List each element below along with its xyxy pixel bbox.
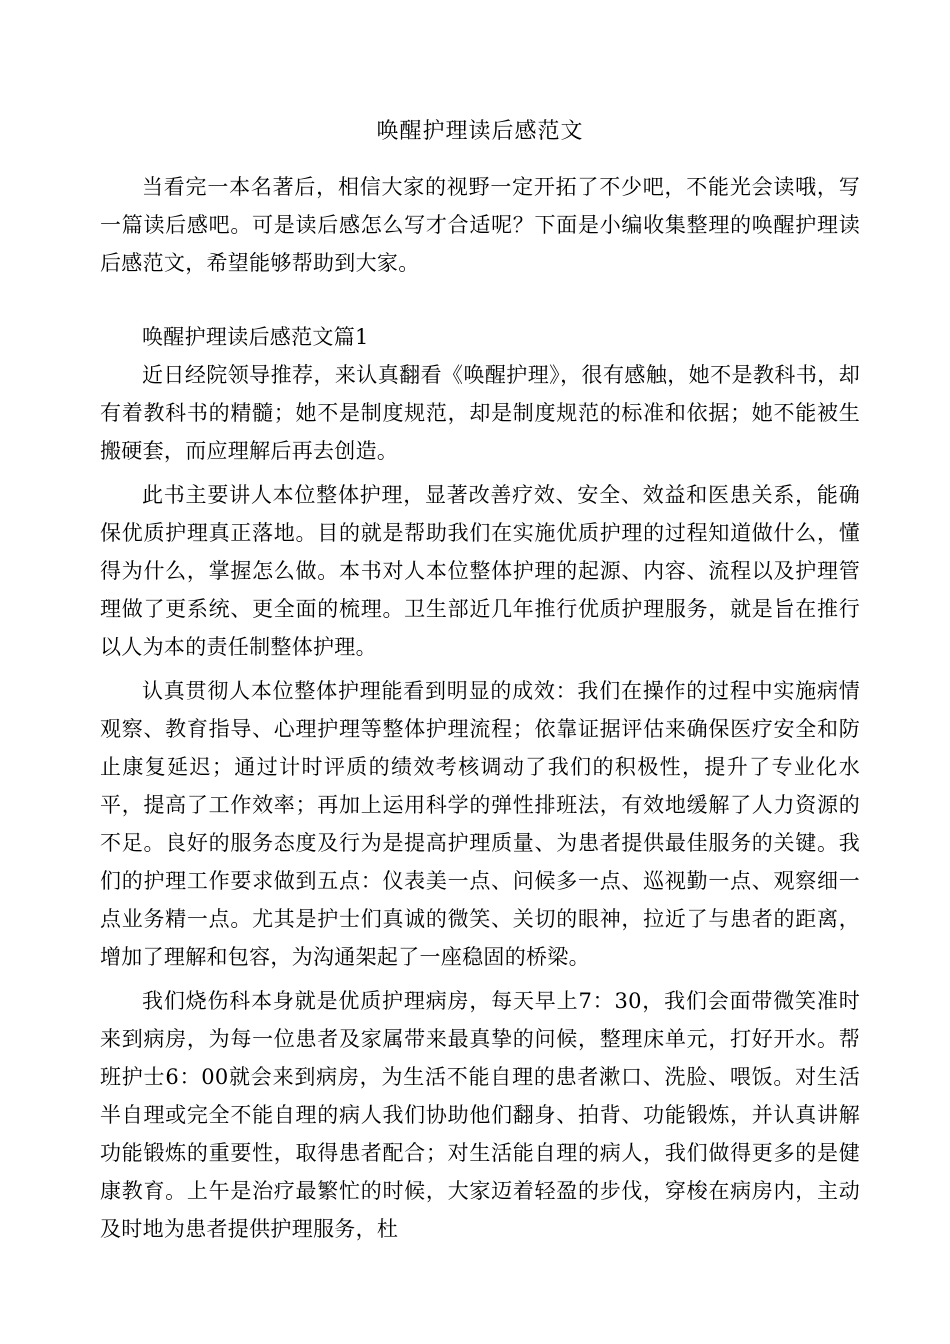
body-paragraph-1: 近日经院领导推荐，来认真翻看《唤醒护理》，很有感触，她不是教科书，却有着教科书的精髓；她不是制度规范，却是制度规范的标准和依据；她不能被生搬硬套，而应理解后再去创造。 — [100, 363, 860, 463]
document-content — [100, 112, 860, 1254]
document-title: 唤醒护理读后感范文 — [376, 119, 584, 144]
body-paragraph-4: 我们烧伤科本身就是优质护理病房，每天早上7：30，我们会面带微笑准时来到病房，为每一位患者及家属带来最真挚的问候，整理床单元，打好开水。帮班护士6：00就会来到病房，为生活不能自理的患者漱口、洗脸、喂饭。对生活半自理或完全不能自理的病人我们协助他们翻身、拍背、功能锻炼，并认真讲解功能锻炼的重要性，取得患者配合；对生活能自理的病人，我们做得更多的是健康教育。上午是治疗最繁忙的时候，大家迈着轻盈的步伐，穿梭在病房内，主动及时地为患者提供护理服务，杜 — [100, 989, 860, 1241]
section-heading: 唤醒护理读后感范文篇1 — [142, 325, 369, 349]
intro-paragraph: 当看完一本名著后，相信大家的视野一定开拓了不少吧，不能光会读哦，写一篇读后感吧。可是读后感怎么写才合适呢？下面是小编收集整理的唤醒护理读后感范文，希望能够帮助到大家。 — [100, 175, 860, 275]
body-paragraph-2: 此书主要讲人本位整体护理，显著改善疗效、安全、效益和医患关系，能确保优质护理真正落地。目的就是帮助我们在实施优质护理的过程知道做什么，懂得为什么，掌握怎么做。本书对人本位整体护理的起源、内容、流程以及护理管理做了更系统、更全面的梳理。卫生部近几年推行优质护理服务，就是旨在推行以人为本的责任制整体护理。 — [100, 483, 860, 659]
body-paragraph-3: 认真贯彻人本位整体护理能看到明显的成效：我们在操作的过程中实施病情观察、教育指导、心理护理等整体护理流程；依靠证据评估来确保医疗安全和防止康复延迟；通过计时评质的绩效考核调动了我们的积极性，提升了专业化水平，提高了工作效率；再加上运用科学的弹性排班法，有效地缓解了人力资源的不足。良好的服务态度及行为是提高护理质量、为患者提供最佳服务的关键。我们的护理工作要求做到五点：仪表美一点、问候多一点、巡视勤一点、观察细一点业务精一点。尤其是护士们真诚的微笑、关切的眼神，拉近了与患者的距离，增加了理解和包容，为沟通架起了一座稳固的桥梁。 — [100, 679, 860, 969]
